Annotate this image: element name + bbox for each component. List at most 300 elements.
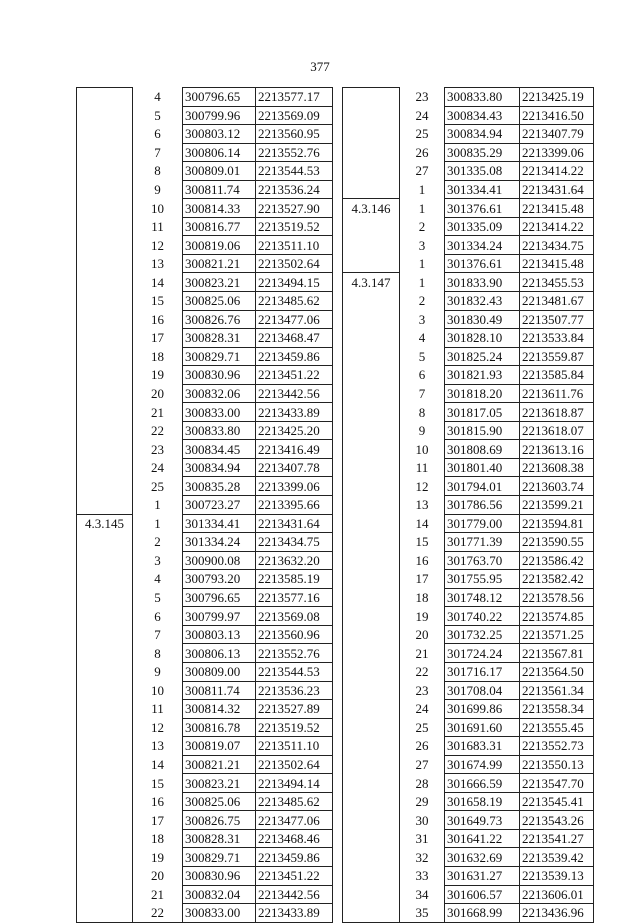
x-coordinate-cell: 300830.96: [183, 866, 256, 885]
section-cell: [343, 570, 400, 589]
section-cell: 4.3.145: [77, 514, 133, 533]
section-cell: [343, 551, 400, 570]
x-coordinate-cell: 301794.01: [445, 477, 520, 496]
point-number-cell: 18: [151, 831, 164, 847]
table-row: [343, 607, 594, 626]
x-coordinate-cell: 301631.27: [445, 866, 520, 885]
y-coordinate-cell: 2213436.96: [520, 904, 594, 923]
section-cell: [77, 440, 133, 459]
y-coordinate-cell: 2213536.23: [256, 681, 333, 700]
y-coordinate-cell: 2213552.76: [256, 143, 333, 162]
y-coordinate-cell: 2213552.73: [520, 737, 594, 756]
y-coordinate-cell: 2213586.42: [520, 551, 594, 570]
y-coordinate-cell: 2213582.42: [520, 570, 594, 589]
point-number-cell: 10: [151, 200, 164, 216]
x-coordinate-cell: 300821.21: [183, 254, 256, 273]
y-coordinate-cell: 2213407.78: [256, 458, 333, 477]
y-coordinate-cell: 2213431.64: [256, 514, 333, 533]
point-number-cell: 5: [154, 590, 161, 606]
point-number-cell: 25: [415, 719, 429, 735]
point-number-cell: 7: [154, 627, 161, 643]
table-row: [343, 162, 594, 181]
point-number-cell: 19: [415, 608, 429, 624]
table-row: [343, 88, 594, 107]
table-row: [77, 143, 333, 162]
section-cell: 4.3.146: [343, 199, 400, 218]
x-coordinate-cell: 300796.65: [183, 88, 256, 107]
x-coordinate-cell: 300829.71: [183, 347, 256, 366]
point-number-cell: 15: [415, 534, 429, 550]
table-row: [77, 421, 333, 440]
table-row: [77, 662, 333, 681]
y-coordinate-cell: 2213544.53: [256, 162, 333, 181]
table-row: [77, 866, 333, 885]
x-coordinate-cell: 300809.01: [183, 162, 256, 181]
section-cell: [343, 774, 400, 793]
section-cell: [343, 533, 400, 552]
point-number-cell: 20: [151, 386, 164, 402]
point-number-cell: 6: [154, 608, 161, 624]
section-cell: [343, 329, 400, 348]
table-row: [343, 792, 594, 811]
table-row: [343, 329, 594, 348]
table-row: [343, 662, 594, 681]
section-cell: [343, 366, 400, 385]
point-number-cell: 24: [415, 107, 429, 123]
x-coordinate-cell: 300832.04: [183, 885, 256, 904]
x-coordinate-cell: 301666.59: [445, 774, 520, 793]
y-coordinate-cell: 2213395.66: [256, 496, 333, 515]
y-coordinate-cell: 2213527.89: [256, 700, 333, 719]
x-coordinate-cell: 301779.00: [445, 514, 520, 533]
table-row: [77, 551, 333, 570]
x-coordinate-cell: 301830.49: [445, 310, 520, 329]
x-coordinate-cell: 301821.93: [445, 366, 520, 385]
y-coordinate-cell: 2213415.48: [520, 199, 594, 218]
y-coordinate-cell: 2213511.10: [256, 236, 333, 255]
table-row: [343, 403, 594, 422]
x-coordinate-cell: 300823.21: [183, 273, 256, 292]
x-coordinate-cell: 300816.78: [183, 718, 256, 737]
y-coordinate-cell: 2213416.50: [520, 106, 594, 125]
point-number-cell: 17: [151, 330, 164, 346]
point-number-cell: 5: [154, 107, 161, 123]
table-row: [343, 533, 594, 552]
table-row: [343, 644, 594, 663]
point-number-cell: 17: [151, 812, 164, 828]
table-row: [77, 310, 333, 329]
page-number: 377: [310, 59, 330, 74]
y-coordinate-cell: 2213415.48: [520, 254, 594, 273]
section-cell: [343, 477, 400, 496]
point-number-cell: 12: [151, 237, 164, 253]
y-coordinate-cell: 2213425.20: [256, 421, 333, 440]
table-row: [343, 310, 594, 329]
table-row: [77, 570, 333, 589]
y-coordinate-cell: 2213577.17: [256, 88, 333, 107]
point-number-cell: 12: [415, 478, 429, 494]
point-number-cell: 21: [151, 404, 164, 420]
point-number-cell: 16: [415, 552, 429, 568]
y-coordinate-cell: 2213578.56: [520, 588, 594, 607]
section-cell: [343, 866, 400, 885]
section-cell: [77, 533, 133, 552]
y-coordinate-cell: 2213494.14: [256, 774, 333, 793]
point-number-cell: 26: [415, 738, 429, 754]
y-coordinate-cell: 2213459.86: [256, 347, 333, 366]
table-row: [343, 199, 594, 218]
table-row: [343, 366, 594, 385]
table-row: [77, 533, 333, 552]
section-cell: [77, 718, 133, 737]
x-coordinate-cell: 300799.97: [183, 607, 256, 626]
table-row: [77, 811, 333, 830]
right-coordinate-table: [342, 87, 594, 923]
section-cell: [77, 384, 133, 403]
table-row: [343, 737, 594, 756]
y-coordinate-cell: 2213477.06: [256, 310, 333, 329]
table-row: [77, 644, 333, 663]
table-row: [77, 162, 333, 181]
x-coordinate-cell: 301334.41: [445, 180, 520, 199]
point-number-cell: 27: [415, 756, 429, 772]
section-cell: [77, 292, 133, 311]
y-coordinate-cell: 2213632.20: [256, 551, 333, 570]
section-cell: 4.3.147: [343, 273, 400, 292]
section-cell: [77, 106, 133, 125]
table-row: [343, 625, 594, 644]
table-row: [343, 106, 594, 125]
section-cell: [77, 737, 133, 756]
x-coordinate-cell: 301334.24: [445, 236, 520, 255]
table-row: [343, 180, 594, 199]
table-row: [77, 292, 333, 311]
point-number-cell: 11: [151, 701, 164, 717]
section-cell: [77, 254, 133, 273]
point-number-cell: 27: [415, 163, 429, 179]
x-coordinate-cell: 300832.06: [183, 384, 256, 403]
section-cell: [77, 551, 133, 570]
x-coordinate-cell: 300834.94: [183, 458, 256, 477]
x-coordinate-cell: 301376.61: [445, 254, 520, 273]
table-row: [343, 440, 594, 459]
y-coordinate-cell: 2213399.06: [256, 477, 333, 496]
y-coordinate-cell: 2213590.55: [520, 533, 594, 552]
point-number-cell: 8: [154, 163, 161, 179]
point-number-cell: 19: [151, 849, 164, 865]
point-number-cell: 6: [154, 126, 161, 142]
table-row: [343, 143, 594, 162]
point-number-cell: 1: [418, 256, 426, 272]
table-row: [77, 199, 333, 218]
section-cell: [77, 774, 133, 793]
y-coordinate-cell: 2213567.81: [520, 644, 594, 663]
table-row: [77, 588, 333, 607]
point-number-cell: 5: [418, 348, 426, 364]
section-cell: [77, 904, 133, 923]
section-cell: [343, 384, 400, 403]
section-cell: [343, 514, 400, 533]
section-cell: [77, 755, 133, 774]
point-number-cell: 23: [415, 682, 429, 698]
y-coordinate-cell: 2213560.96: [256, 625, 333, 644]
point-number-cell: 22: [415, 664, 429, 680]
x-coordinate-cell: 301376.61: [445, 199, 520, 218]
x-coordinate-cell: 301818.20: [445, 384, 520, 403]
point-number-cell: 2: [418, 219, 426, 235]
table-row: [77, 347, 333, 366]
section-cell: [77, 458, 133, 477]
point-number-cell: 4: [154, 571, 161, 587]
y-coordinate-cell: 2213541.27: [520, 829, 594, 848]
y-coordinate-cell: 2213539.13: [520, 866, 594, 885]
x-coordinate-cell: 301825.24: [445, 347, 520, 366]
y-coordinate-cell: 2213552.76: [256, 644, 333, 663]
table-row: [77, 440, 333, 459]
section-cell: [343, 681, 400, 700]
point-number-cell: 33: [415, 868, 429, 884]
section-cell: [77, 273, 133, 292]
y-coordinate-cell: 2213539.42: [520, 848, 594, 867]
x-coordinate-cell: 300814.32: [183, 700, 256, 719]
y-coordinate-cell: 2213618.07: [520, 421, 594, 440]
point-number-cell: 1: [418, 200, 426, 216]
point-number-cell: 25: [151, 478, 164, 494]
x-coordinate-cell: 301335.08: [445, 162, 520, 181]
x-coordinate-cell: 301832.43: [445, 292, 520, 311]
point-number-cell: 34: [415, 886, 429, 902]
table-row: [77, 755, 333, 774]
point-number-cell: 10: [151, 682, 164, 698]
point-number-cell: 13: [151, 256, 164, 272]
table-row: [343, 700, 594, 719]
y-coordinate-cell: 2213569.09: [256, 106, 333, 125]
y-coordinate-cell: 2213564.50: [520, 662, 594, 681]
x-coordinate-cell: 301771.39: [445, 533, 520, 552]
x-coordinate-cell: 301815.90: [445, 421, 520, 440]
section-cell: [343, 885, 400, 904]
section-cell: [77, 644, 133, 663]
section-cell: [77, 366, 133, 385]
y-coordinate-cell: 2213618.87: [520, 403, 594, 422]
point-number-cell: 2: [154, 534, 161, 550]
point-number-cell: 1: [418, 274, 426, 290]
section-cell: [77, 403, 133, 422]
x-coordinate-cell: 301740.22: [445, 607, 520, 626]
x-coordinate-cell: 300830.96: [183, 366, 256, 385]
section-cell: [77, 236, 133, 255]
y-coordinate-cell: 2213455.53: [520, 273, 594, 292]
y-coordinate-cell: 2213451.22: [256, 866, 333, 885]
table-row: [77, 496, 333, 515]
point-number-cell: 31: [415, 831, 429, 847]
x-coordinate-cell: 300833.00: [183, 904, 256, 923]
y-coordinate-cell: 2213442.56: [256, 885, 333, 904]
table-row: [77, 885, 333, 904]
y-coordinate-cell: 2213544.53: [256, 662, 333, 681]
table-row: [343, 254, 594, 273]
y-coordinate-cell: 2213559.87: [520, 347, 594, 366]
x-coordinate-cell: 301828.10: [445, 329, 520, 348]
table-row: [77, 384, 333, 403]
x-coordinate-cell: 300803.12: [183, 125, 256, 144]
section-cell: [77, 496, 133, 515]
section-cell: [77, 681, 133, 700]
section-cell: [343, 496, 400, 515]
point-number-cell: 6: [418, 367, 426, 383]
table-row: [343, 458, 594, 477]
section-cell: [343, 755, 400, 774]
point-number-cell: 14: [151, 274, 164, 290]
table-row: [343, 829, 594, 848]
table-row: [343, 866, 594, 885]
section-cell: [343, 88, 400, 107]
y-coordinate-cell: 2213519.52: [256, 718, 333, 737]
y-coordinate-cell: 2213502.64: [256, 254, 333, 273]
x-coordinate-cell: 300833.80: [183, 421, 256, 440]
point-number-cell: 22: [133, 904, 183, 923]
point-number-cell: 9: [418, 423, 426, 439]
x-coordinate-cell: 300811.74: [183, 681, 256, 700]
section-cell: [343, 217, 400, 236]
y-coordinate-cell: 2213603.74: [520, 477, 594, 496]
section-cell: [343, 143, 400, 162]
x-coordinate-cell: 300825.06: [183, 292, 256, 311]
y-coordinate-cell: 2213577.16: [256, 588, 333, 607]
x-coordinate-cell: 300833.00: [183, 403, 256, 422]
point-number-cell: 14: [415, 515, 429, 531]
table-row: [77, 254, 333, 273]
y-coordinate-cell: 2213481.67: [520, 292, 594, 311]
y-coordinate-cell: 2213477.06: [256, 811, 333, 830]
x-coordinate-cell: 301334.24: [183, 533, 256, 552]
section-cell: [77, 848, 133, 867]
point-number-cell: 15: [151, 775, 164, 791]
x-coordinate-cell: 301632.69: [445, 848, 520, 867]
x-coordinate-cell: 301699.86: [445, 700, 520, 719]
point-number-cell: 3: [418, 237, 426, 253]
point-number-cell: 18: [415, 590, 429, 606]
section-cell: [77, 88, 133, 107]
section-cell: [77, 829, 133, 848]
table-row: [77, 904, 333, 923]
table-row: [77, 403, 333, 422]
point-number-cell: 2: [418, 293, 426, 309]
table-row: [343, 496, 594, 515]
y-coordinate-cell: 2213608.38: [520, 458, 594, 477]
section-cell: [343, 440, 400, 459]
section-cell: [343, 347, 400, 366]
section-cell: [343, 700, 400, 719]
section-cell: [343, 829, 400, 848]
x-coordinate-cell: 300819.07: [183, 737, 256, 756]
table-row: [77, 217, 333, 236]
y-coordinate-cell: 2213416.49: [256, 440, 333, 459]
section-cell: [343, 588, 400, 607]
y-coordinate-cell: 2213560.95: [256, 125, 333, 144]
point-number-cell: 3: [154, 552, 161, 568]
point-number-cell: 4: [154, 89, 161, 105]
x-coordinate-cell: 300835.29: [445, 143, 520, 162]
x-coordinate-cell: 301755.95: [445, 570, 520, 589]
point-number-cell: 11: [415, 460, 429, 476]
section-cell: [77, 421, 133, 440]
point-number-cell: 9: [154, 664, 161, 680]
table-row: [343, 292, 594, 311]
point-number-cell: 19: [151, 367, 164, 383]
y-coordinate-cell: 2213613.16: [520, 440, 594, 459]
table-row: [77, 848, 333, 867]
x-coordinate-cell: 300826.76: [183, 310, 256, 329]
section-cell: [77, 143, 133, 162]
section-cell: [343, 458, 400, 477]
section-cell: [77, 199, 133, 218]
x-coordinate-cell: 301683.31: [445, 737, 520, 756]
point-number-cell: 24: [415, 701, 429, 717]
section-cell: [77, 162, 133, 181]
point-number-cell: 1: [418, 182, 426, 197]
table-row: [77, 236, 333, 255]
point-number-cell: 26: [415, 144, 429, 160]
y-coordinate-cell: 2213611.76: [520, 384, 594, 403]
x-coordinate-cell: 301641.22: [445, 829, 520, 848]
x-coordinate-cell: 301674.99: [445, 755, 520, 774]
x-coordinate-cell: 300814.33: [183, 199, 256, 218]
point-number-cell: 35: [400, 904, 445, 923]
x-coordinate-cell: 300803.13: [183, 625, 256, 644]
x-coordinate-cell: 301658.19: [445, 792, 520, 811]
point-number-cell: 30: [415, 812, 429, 828]
x-coordinate-cell: 300809.00: [183, 662, 256, 681]
y-coordinate-cell: 2213606.01: [520, 885, 594, 904]
y-coordinate-cell: 2213425.19: [520, 88, 594, 107]
point-number-cell: 11: [151, 219, 164, 235]
x-coordinate-cell: 301786.56: [445, 496, 520, 515]
y-coordinate-cell: 2213468.47: [256, 329, 333, 348]
y-coordinate-cell: 2213414.22: [520, 162, 594, 181]
y-coordinate-cell: 2213561.34: [520, 681, 594, 700]
section-cell: [343, 403, 400, 422]
x-coordinate-cell: 300835.28: [183, 477, 256, 496]
y-coordinate-cell: 2213407.79: [520, 125, 594, 144]
y-coordinate-cell: 2213433.89: [256, 904, 333, 923]
y-coordinate-cell: 2213434.75: [256, 533, 333, 552]
section-cell: [343, 792, 400, 811]
section-cell: [77, 310, 133, 329]
x-coordinate-cell: 300828.31: [183, 329, 256, 348]
y-coordinate-cell: 2213434.75: [520, 236, 594, 255]
section-cell: [77, 347, 133, 366]
table-row: [343, 514, 594, 533]
y-coordinate-cell: 2213536.24: [256, 180, 333, 199]
point-number-cell: 23: [415, 89, 429, 105]
section-cell: [77, 662, 133, 681]
section-cell: [343, 421, 400, 440]
x-coordinate-cell: 300829.71: [183, 848, 256, 867]
point-number-cell: 15: [151, 293, 164, 309]
x-coordinate-cell: 300819.06: [183, 236, 256, 255]
section-cell: [77, 125, 133, 144]
x-coordinate-cell: 301763.70: [445, 551, 520, 570]
point-number-cell: 20: [415, 627, 429, 643]
point-number-cell: 25: [415, 126, 429, 142]
section-cell: [343, 106, 400, 125]
point-number-cell: 7: [154, 144, 161, 160]
table-row: [343, 718, 594, 737]
section-cell: [343, 254, 400, 273]
x-coordinate-cell: 300816.77: [183, 217, 256, 236]
section-cell: [343, 848, 400, 867]
